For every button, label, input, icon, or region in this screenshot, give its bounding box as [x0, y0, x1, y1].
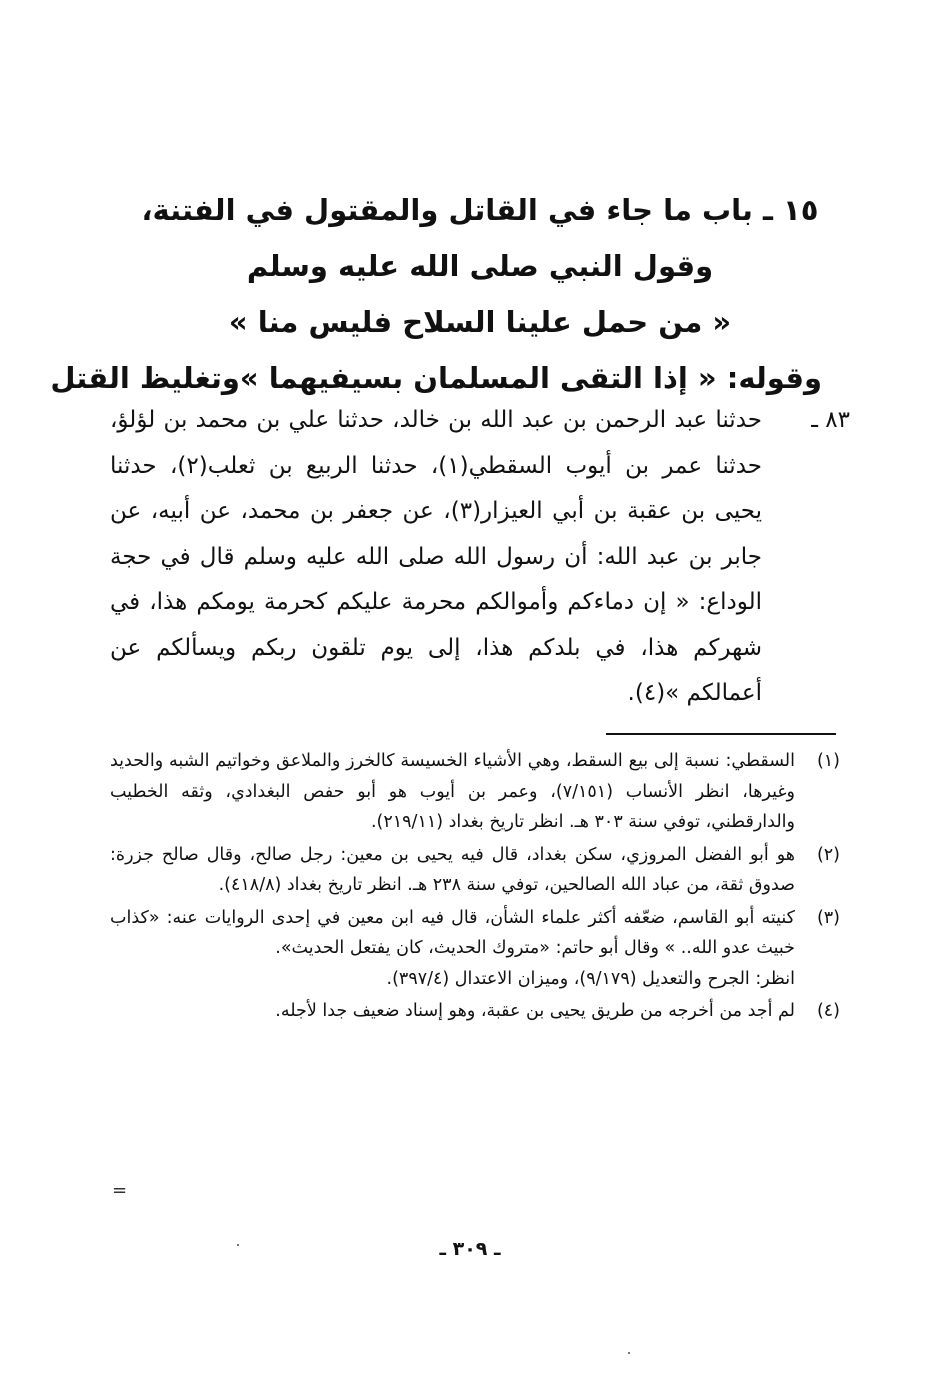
footnote-reference: انظر: الجرح والتعديل (٩/١٧٩)، وميزان الاعتدال (٣٩٧/٤).: [386, 968, 795, 989]
chapter-title-line: وقول النبي صلى الله عليه وسلم: [246, 249, 714, 283]
footnotes: [110, 746, 840, 1029]
chapter-title-line: « من حمل علينا السلاح فليس منا »: [228, 305, 732, 339]
page-number: ـ ٣٠٩ ـ: [439, 1238, 501, 1260]
hadith-block: [110, 398, 850, 717]
footnote-number: (٢): [816, 844, 840, 865]
footnote-number: (٤): [816, 1001, 840, 1021]
footnote-number: (١): [816, 751, 840, 771]
hadith-number: ٨٣ ـ: [811, 407, 850, 433]
footnote-text: السقطي: نسبة إلى بيع السقط، وهي الأشياء الخسيسة كالخرز والملاعق وخواتيم الشبه والحديد وغيرها، انظر الأنساب (٧/١٥١)، وعمر بن أيوب هو أبو حفص البغدادي، وثقه الخطيب والدارقطني، توفي سنة ٣٠٣ هـ. انظر تاريخ بغداد (٢١٩/١١).: [110, 751, 795, 832]
continuation-mark: =: [112, 1180, 128, 1201]
footnote-text: كنيته أبو القاسم، ضعّفه أكثر علماء الشأن، قال فيه ابن معين في إحدى الروايات عنه: «كذاب خبيث عدو الله.. » وقال أبو حاتم: «متروك الحديث، كان يفتعل الحديث».: [110, 907, 795, 958]
footnote: [110, 746, 840, 838]
footnote-separator: [606, 733, 836, 735]
footnote: [110, 903, 840, 995]
chapter-title-line: ١٥ ـ باب ما جاء في القاتل والمقتول في الفتنة،: [141, 193, 819, 227]
footnote-text: لم أجد من أخرجه من طريق يحيى بن عقبة، وهو إسناد ضعيف جدا لأجله.: [275, 1001, 795, 1021]
chapter-title: [50, 182, 840, 406]
footnote-number: (٣): [816, 907, 840, 928]
footnote: [110, 840, 840, 901]
footnote-text: هو أبو الفضل المروزي، سكن بغداد، قال فيه يحيى بن معين: رجل صالح، وقال صالح جزرة: صدوق ثقة، من عباد الله الصالحين، توفي سنة ٢٣٨ هـ. انظر تاريخ بغداد (٤١٨/٨).: [110, 844, 795, 895]
scan-speck: [628, 1352, 630, 1354]
chapter-title-line: وقوله: « إذا التقى المسلمان بسيفيهما »وتغليظ القتل: [50, 361, 822, 395]
footnote: [110, 996, 840, 1027]
scan-speck: [237, 1244, 239, 1246]
hadith-text: حدثنا عبد الرحمن بن عبد الله بن خالد، حدثنا علي بن محمد بن لؤلؤ، حدثنا عمر بن أيوب السقطي(١)، حدثنا الربيع بن ثعلب(٢)، حدثنا يحيى بن عقبة بن أبي العيزار(٣)، عن جعفر بن محمد، عن أبيه، عن جابر بن عبد الله: أن رسول الله صلى الله عليه وسلم قال في حجة الوداع: « إن دماءكم وأموالكم محرمة عليكم كحرمة يومكم هذا، في شهركم هذا، في بلدكم هذا، إلى يوم تلقون ربكم ويسألكم عن أعمالكم »(٤).: [110, 407, 763, 706]
